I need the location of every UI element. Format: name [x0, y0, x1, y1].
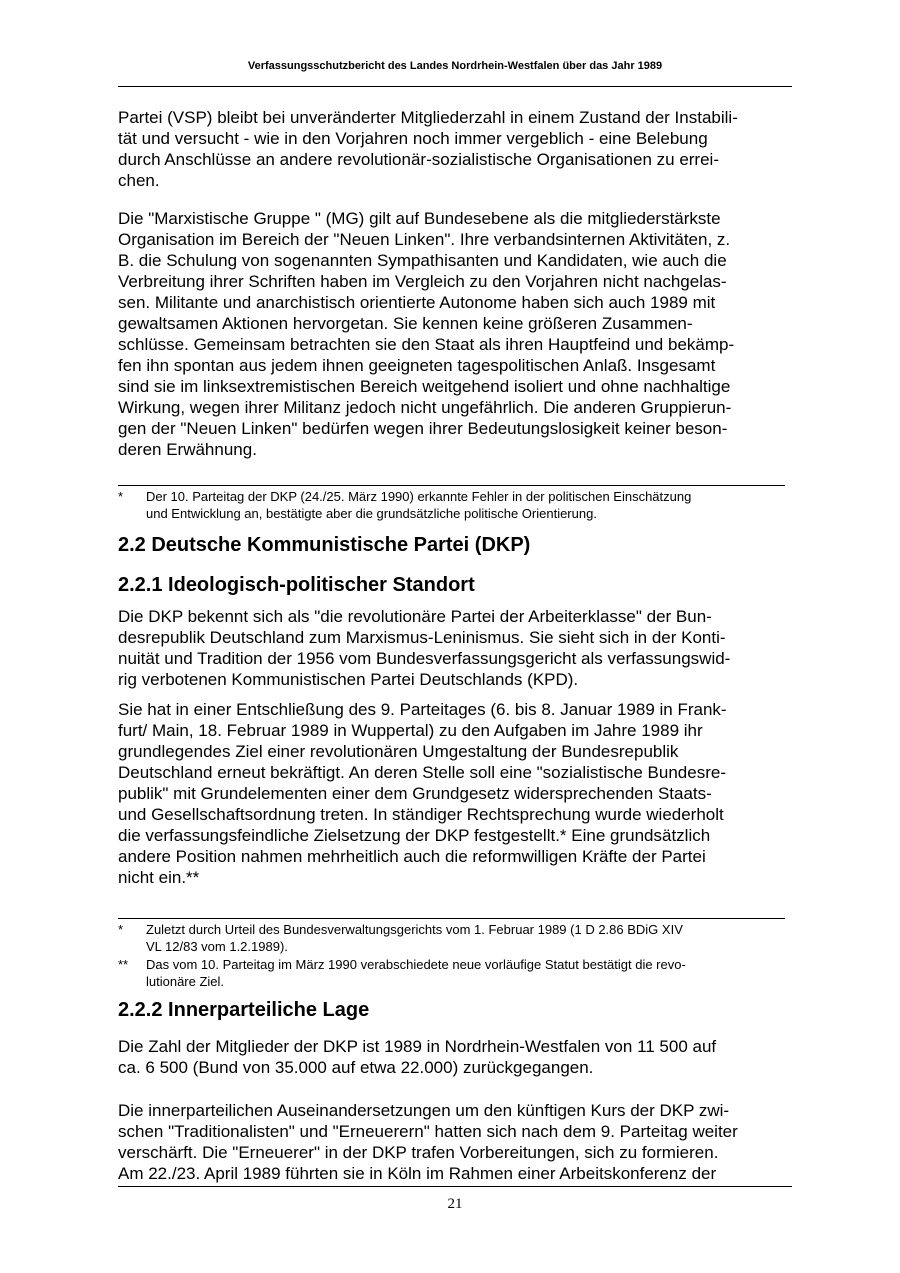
footnote-marker: *: [118, 922, 124, 937]
paragraph-mitglieder: Die Zahl der Mitglieder der DKP ist 1989 in Nordrhein-Westfalen von 11 500 auf ca. 6 500 (Bund von 35.000 auf etwa 22.000) zurückgegangen.: [118, 1037, 717, 1077]
paragraph-innerparteilich: Die innerparteilichen Auseinandersetzungen um den künftigen Kurs der DKP zwi- schen "Traditionalisten" und "Erneuerern" hatten sich nach dem 9. Parteitag weiter verschärft. Die "Erneuerer" in der DKP trafen Vorbereitungen, sich zu formieren. Am 22./23. April 1989 führten sie in Köln im Rahmen einer Arbeitskonferenz der: [118, 1101, 738, 1183]
footer-rule: [118, 1186, 792, 1187]
footnote-text: Der 10. Parteitag der DKP (24./25. März 1990) erkannte Fehler in der politischen Einschätzung und Entwicklung an, bestätigte aber die grundsätzliche politische Orientierung.: [146, 489, 692, 521]
footnote-marker: *: [118, 489, 124, 504]
running-header: Verfassungsschutzbericht des Landes Nordrhein-Westfalen über das Jahr 1989: [247, 60, 663, 72]
section-heading-2-2-1: 2.2.1 Ideologisch-politischer Standort: [118, 574, 475, 596]
section-heading-2-2-2: 2.2.2 Innerparteiliche Lage: [118, 999, 370, 1021]
header-rule: [118, 86, 792, 87]
footnote-text: Zuletzt durch Urteil des Bundesverwaltungsgerichts vom 1. Februar 1989 (1 D 2.86 BDiG XIV VL 12/83 vom 1.2.1989).: [146, 922, 683, 954]
footnote-marker: **: [118, 957, 129, 972]
paragraph-vsp: Partei (VSP) bleibt bei unveränderter Mitgliederzahl in einem Zustand der Instabili- tät und versucht - wie in den Vorjahren noch immer vergeblich - eine Belebung durch Anschlüsse an andere revolutionär-sozialistische Organisationen zu errei- chen.: [118, 108, 738, 190]
paragraph-dkp-standort: Die DKP bekennt sich als "die revolutionäre Partei der Arbeiterklasse" der Bun- desrepublik Deutschland zum Marxismus-Leninismus. Sie sieht sich in der Konti- nuität und Tradition der 1956 vom Bundesverfassungsgericht als verfassungswid- rig verbotenen Kommunistischen Partei Deutschlands (KPD).: [118, 607, 731, 689]
section-heading-2-2: 2.2 Deutsche Kommunistische Partei (DKP): [118, 534, 531, 556]
page-number: 21: [447, 1196, 463, 1212]
footnote-text: Das vom 10. Parteitag im März 1990 verabschiedete neue vorläufige Statut bestätigt die revo- lutionäre Ziel.: [146, 957, 686, 989]
footnote-rule: [118, 918, 785, 919]
paragraph-marxistische-gruppe: Die "Marxistische Gruppe " (MG) gilt auf Bundesebene als die mitgliederstärkste Organisation im Bereich der "Neuen Linken". Ihre verbandsinternen Aktivitäten, z. B. die Schulung von sogenannten Sympathisanten und Kandidaten, wie auch die Verbreitung ihrer Schriften haben im Vergleich zu den Vorjahren nicht nachgelas- sen. Militante und anarchistisch orientierte Autonome haben sich auch 1989 mit gewaltsamen Aktionen hervorgetan. Sie kennen keine größeren Zusammen- schlüsse. Gemeinsam betrachten sie den Staat als ihren Hauptfeind und bekämp- fen ihn spontan aus jedem ihnen geeigneten tagespolitischen Anlaß. Insgesamt sind sie im linksextremistischen Bereich weitgehend isoliert und ohne nachhaltige Wirkung, wegen ihrer Militanz jedoch nicht ungefährlich. Die anderen Gruppierun- gen der "Neuen Linken" bedürfen wegen ihrer Bedeutungslosigkeit keiner beson- deren Erwähnung.: [118, 209, 735, 459]
footnote-rule: [118, 485, 785, 486]
paragraph-dkp-entschliessung: Sie hat in einer Entschließung des 9. Parteitages (6. bis 8. Januar 1989 in Frank- furt/ Main, 18. Februar 1989 in Wuppertal) zu den Aufgaben im Jahre 1989 ihr grundlegendes Ziel einer revolutionären Umgestaltung der Bundesrepublik Deutschland erneut bekräftigt. An deren Stelle soll eine "sozialistische Bundesre- publik" mit Grundelementen einer dem Grundgesetz widersprechenden Staats- und Gesellschaftsordnung treten. In ständiger Rechtsprechung wurde wiederholt die verfassungsfeindliche Zielsetzung der DKP festgestellt.* Eine grundsätzlich andere Position nahmen mehrheitlich auch die reformwilligen Kräfte der Partei nicht ein.**: [118, 700, 727, 887]
